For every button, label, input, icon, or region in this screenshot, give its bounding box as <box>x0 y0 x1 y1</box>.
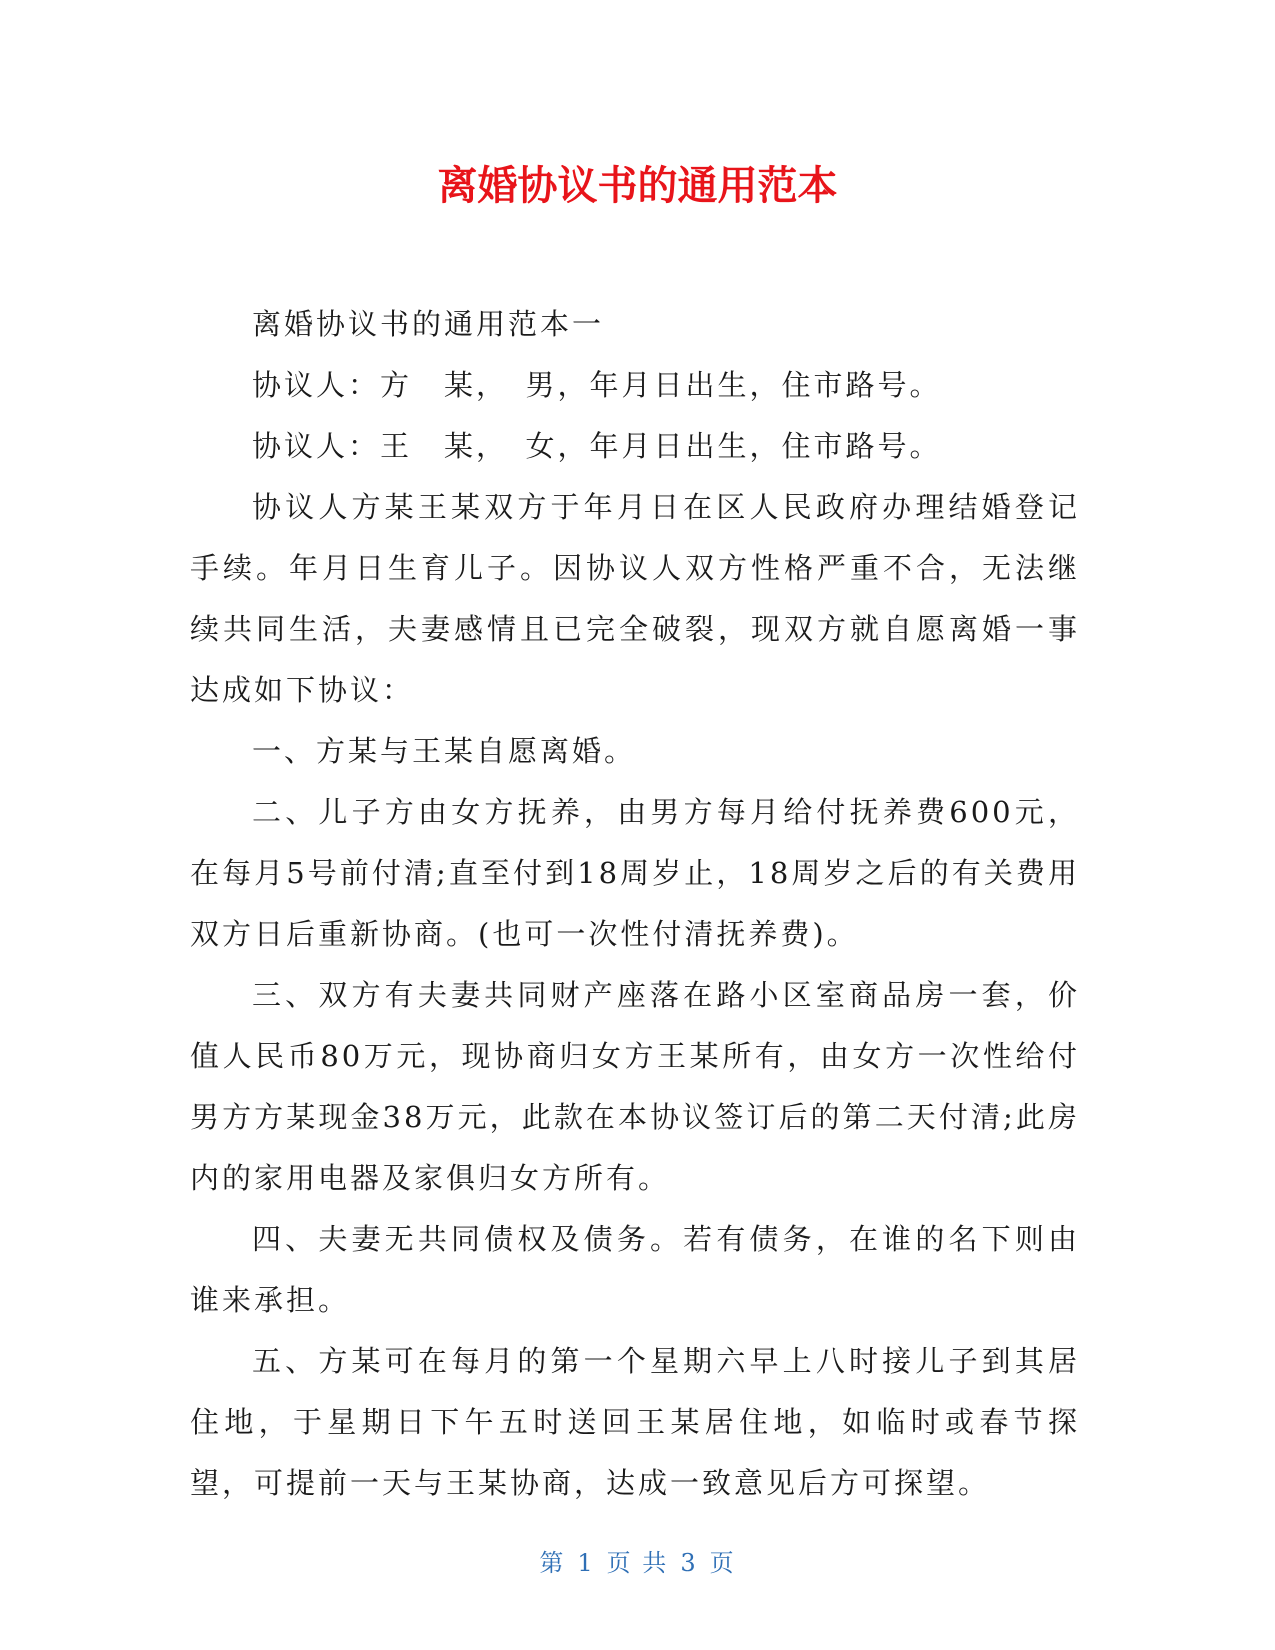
clause-2: 二、儿子方由女方抚养，由男方每月给付抚养费600元，在每月5号前付清;直至付到18周岁止，18周岁之后的有关费用双方日后重新协商。(也可一次性付清抚养费)。 <box>190 795 1080 951</box>
document-body <box>190 294 1080 1514</box>
footer-middle: 页 共 <box>606 1549 669 1577</box>
footer-total-pages: 3 <box>680 1549 698 1577</box>
footer-prefix: 第 <box>539 1549 566 1577</box>
preamble-paragraph: 协议人方某王某双方于年月日在区人民政府办理结婚登记手续。年月日生育儿子。因协议人双方性格严重不合，无法继续共同生活，夫妻感情且已完全破裂，现双方就自愿离婚一事达成如下协议： <box>190 490 1080 707</box>
party-female: 协议人：王 某， 女，年月日出生，住市路号。 <box>252 429 942 463</box>
footer-suffix: 页 <box>709 1549 736 1577</box>
footer-page-number: 1 <box>577 1549 595 1577</box>
clause-4: 四、夫妻无共同债权及债务。若有债务，在谁的名下则由谁来承担。 <box>190 1222 1080 1317</box>
clause-1: 一、方某与王某自愿离婚。 <box>252 734 637 768</box>
clause-3: 三、双方有夫妻共同财产座落在路小区室商品房一套，价值人民币80万元，现协商归女方王某所有，由女方一次性给付男方方某现金38万元，此款在本协议签订后的第二天付清;此房内的家用电器及家俱归女方所有。 <box>190 978 1080 1195</box>
party-male: 协议人：方 某， 男，年月日出生，住市路号。 <box>252 368 942 402</box>
page-footer <box>0 1543 1275 1578</box>
section-heading: 离婚协议书的通用范本一 <box>252 307 605 341</box>
clause-5: 五、方某可在每月的第一个星期六早上八时接儿子到其居住地，于星期日下午五时送回王某居住地，如临时或春节探望，可提前一天与王某协商，达成一致意见后方可探望。 <box>190 1344 1080 1500</box>
document-title: 离婚协议书的通用范本 <box>437 163 838 209</box>
